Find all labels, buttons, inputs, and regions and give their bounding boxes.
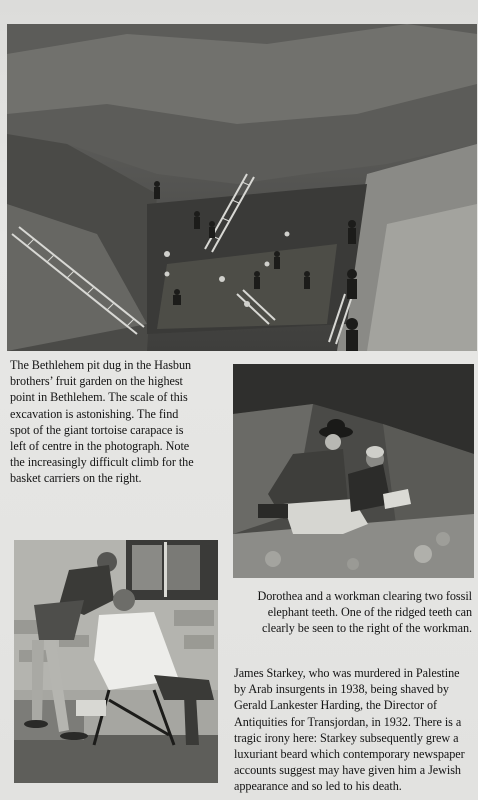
excavation-pit-photo	[7, 24, 477, 351]
excavation-pit-caption: The Bethlehem pit dug in the Hasbun brothers’ fruit garden on the highest point in Bethlehem. The scale of this excavation is astonishing. The find spot of the giant tortoise carapace is left of centre in the photograph. Note the increasingly difficult climb for the basket carriers on the right.	[10, 358, 194, 486]
starkey-caption: James Starkey, who was murdered in Palestine by Arab insurgents in 1938, being shaved by Gerald Lankester Harding, the Director of Antiquities for Transjordan, in 1932. There is a tragic irony here: Starkey subsequently grew a luxuriant beard which contemporary newspaper accounts suggest may have given him a Jewish appearance and so led to his death.	[234, 666, 465, 794]
starkey-shaving-photo	[14, 540, 218, 783]
elephant-teeth-photo	[233, 364, 474, 578]
elephant-teeth-caption: Dorothea and a workman clearing two fossil elephant teeth. One of the ridged teeth can clearly be seen to the right of the workman.	[257, 589, 472, 636]
